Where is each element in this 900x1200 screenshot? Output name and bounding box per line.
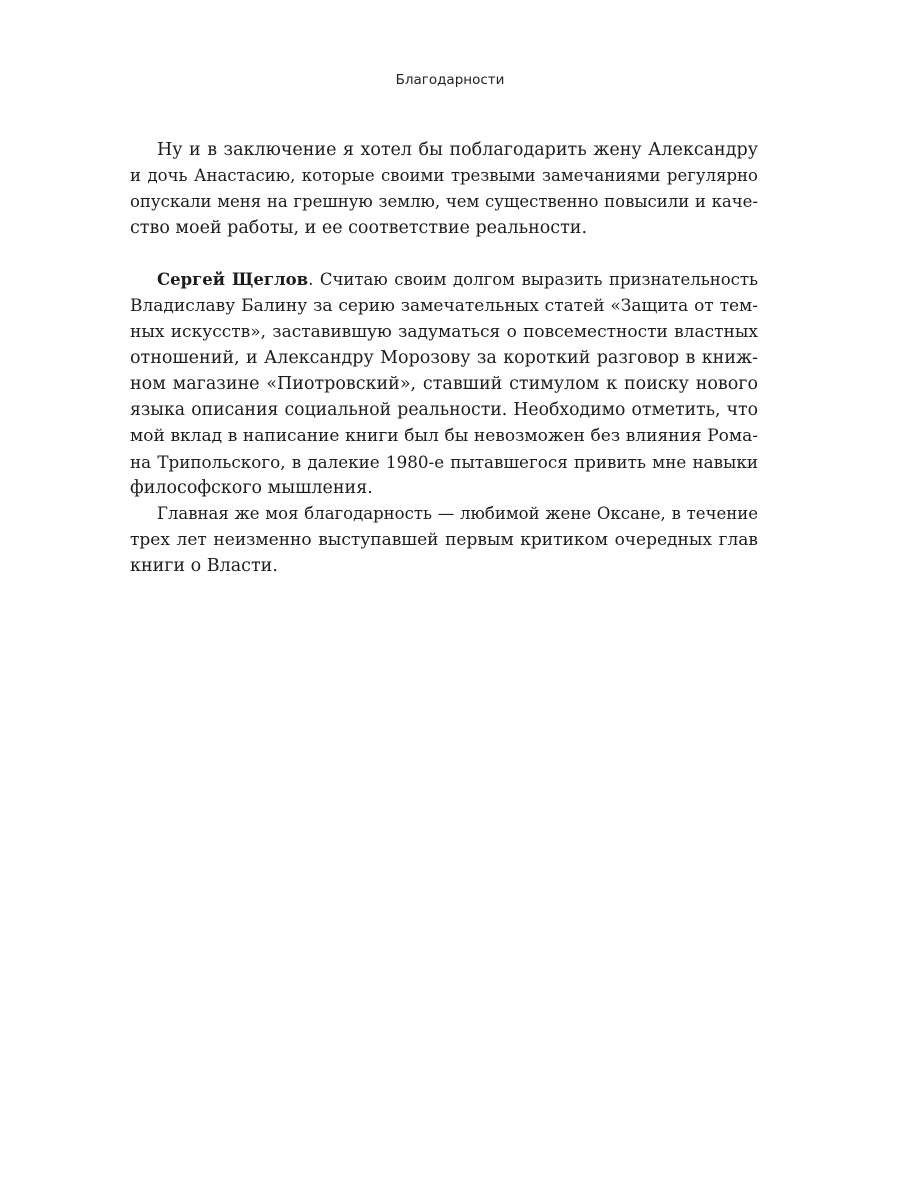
text-line: ство моей работы, и ее соответствие реальности. [130, 218, 588, 238]
running-head: Благодарности [395, 72, 505, 88]
text-line: языка описания социальной реальности. Необходимо отметить, что [130, 400, 758, 420]
paragraph-wife-thanks [130, 501, 758, 579]
text-fragment: . Считаю своим долгом выразить признательность [308, 270, 758, 289]
body-text [130, 137, 758, 579]
text-line: ных искусств», заставившую задуматься о повсеместности властных [130, 322, 758, 342]
paragraph-group-1 [130, 137, 758, 241]
text-line: Владиславу Балину за серию замечательных статей «Защита от тем- [130, 296, 758, 316]
text-line: книги о Власти. [130, 556, 278, 576]
text-line: ном магазине «Пиотровский», ставший стимулом к поиску нового [130, 374, 758, 394]
author-name: Сергей Щеглов [157, 270, 309, 289]
paragraph-author-acknowledgement [130, 267, 758, 501]
text-line [130, 267, 758, 293]
paragraph-group-2 [130, 267, 758, 579]
text-line: отношений, и Александру Морозову за короткий разговор в книж- [130, 348, 758, 368]
text-line: трех лет неизменно выступавшей первым критиком очередных глав [130, 530, 758, 550]
text-line: Ну и в заключение я хотел бы поблагодарить жену Александру [157, 140, 758, 160]
text-line: опускали меня на грешную землю, чем существенно повысили и каче- [130, 192, 758, 211]
paragraph-closing-thanks [130, 137, 758, 241]
text-line: философского мышления. [130, 478, 373, 498]
text-line: на Трипольского, в далекие 1980-е пытавшегося привить мне навыки [130, 452, 758, 472]
text-line: мой вклад в написание книги был бы невозможен без влияния Рома- [130, 426, 758, 446]
text-line: Главная же моя благодарность — любимой жене Оксане, в течение [157, 504, 758, 523]
text-line: и дочь Анастасию, которые своими трезвыми замечаниями регулярно [130, 166, 758, 185]
